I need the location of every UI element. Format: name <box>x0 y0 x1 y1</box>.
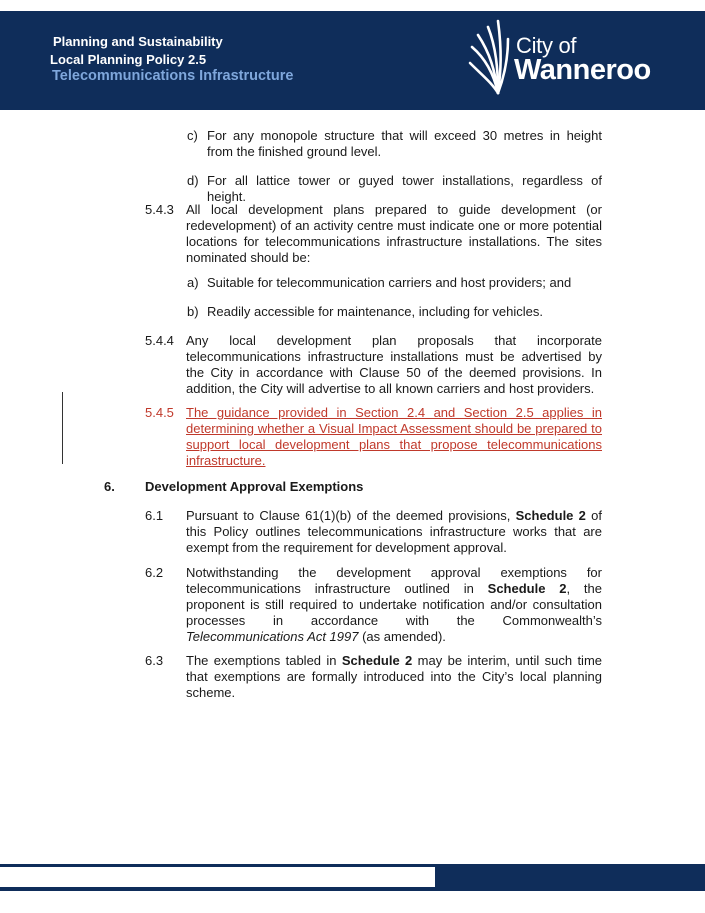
clause-text: Pursuant to Clause 61(1)(b) of the deemed provisions, Schedule 2 of this Policy outlines telecommunications infrastructure works that are exempt from the requirement for development approval. <box>186 508 602 555</box>
clause-6-1 <box>145 508 602 556</box>
clause-5-4-5-tracked-change <box>145 405 602 469</box>
clause-text: Any local development plan proposals that incorporate telecommunications infrastructure installations must be advertised by the City in accordance with Clause 50 of the deemed provisions. In addition, the City will advertise to all known carriers and host providers. <box>186 333 602 396</box>
clause-number: 6.2 <box>145 565 164 580</box>
city-logo <box>468 17 678 95</box>
item-label: d) <box>187 173 199 188</box>
section-title: Development Approval Exemptions <box>145 479 364 494</box>
logo-text-name: Wanneroo <box>514 54 651 86</box>
clause-5-4-3 <box>145 202 602 266</box>
clause-number: 6.1 <box>145 508 164 523</box>
logo-flame-icon <box>468 17 518 95</box>
item-label: b) <box>187 304 199 319</box>
clause-number: 5.4.5 <box>145 405 174 420</box>
item-label: a) <box>187 275 199 290</box>
list-item <box>187 304 602 320</box>
footer-bar <box>0 887 705 891</box>
list-item <box>187 128 602 160</box>
list-item <box>187 173 602 205</box>
schedule-reference: Schedule 2 <box>515 508 586 523</box>
clause-6-2 <box>145 565 602 645</box>
clause-text: The exemptions tabled in Schedule 2 may be interim, until such time that exemptions are formally introduced into the City’s local planning scheme. <box>186 653 602 700</box>
logo-text-city: City of <box>516 33 577 58</box>
header-policy-number: Local Planning Policy 2.5 <box>50 52 207 67</box>
clause-number: 5.4.3 <box>145 202 174 217</box>
clause-number: 6.3 <box>145 653 164 668</box>
schedule-reference: Schedule 2 <box>341 653 413 668</box>
clause-5-4-4 <box>145 333 602 397</box>
header-department: Planning and Sustainability <box>53 34 223 49</box>
list-item <box>187 275 602 291</box>
clause-6-3 <box>145 653 602 701</box>
item-label: c) <box>187 128 198 143</box>
act-reference: Telecommunications Act 1997 <box>186 629 359 644</box>
header-policy-title: Telecommunications Infrastructure <box>52 68 294 84</box>
item-text: Suitable for telecommunication carriers and host providers; and <box>207 275 572 290</box>
clause-text: The guidance provided in Section 2.4 and Section 2.5 applies in determining whether a Visual Impact Assessment should be prepared to support local development plans that propose telecommunications infrastructure. <box>186 405 602 468</box>
clause-text: All local development plans prepared to guide development (or redevelopment) of an activity centre must indicate one or more potential locations for telecommunications infrastructure installations. The sites nominated should be: <box>186 202 602 265</box>
clause-number: 5.4.4 <box>145 333 174 348</box>
clause-text: Notwithstanding the development approval exemptions for telecommunications infrastructure outlined in Schedule 2, the proponent is still required to undertake notification and/or consultation processes in accordance with the Commonwealth’s Telecommunications Act 1997 (as amended). <box>186 565 602 644</box>
tracked-change-bar <box>62 392 63 464</box>
schedule-reference: Schedule 2 <box>487 581 567 596</box>
item-text: For any monopole structure that will exceed 30 metres in height from the finished ground level. <box>207 128 602 159</box>
section-number: 6. <box>104 479 115 494</box>
item-text: For all lattice tower or guyed tower installations, regardless of height. <box>207 173 602 204</box>
page-header <box>0 11 705 110</box>
item-text: Readily accessible for maintenance, including for vehicles. <box>207 304 544 319</box>
